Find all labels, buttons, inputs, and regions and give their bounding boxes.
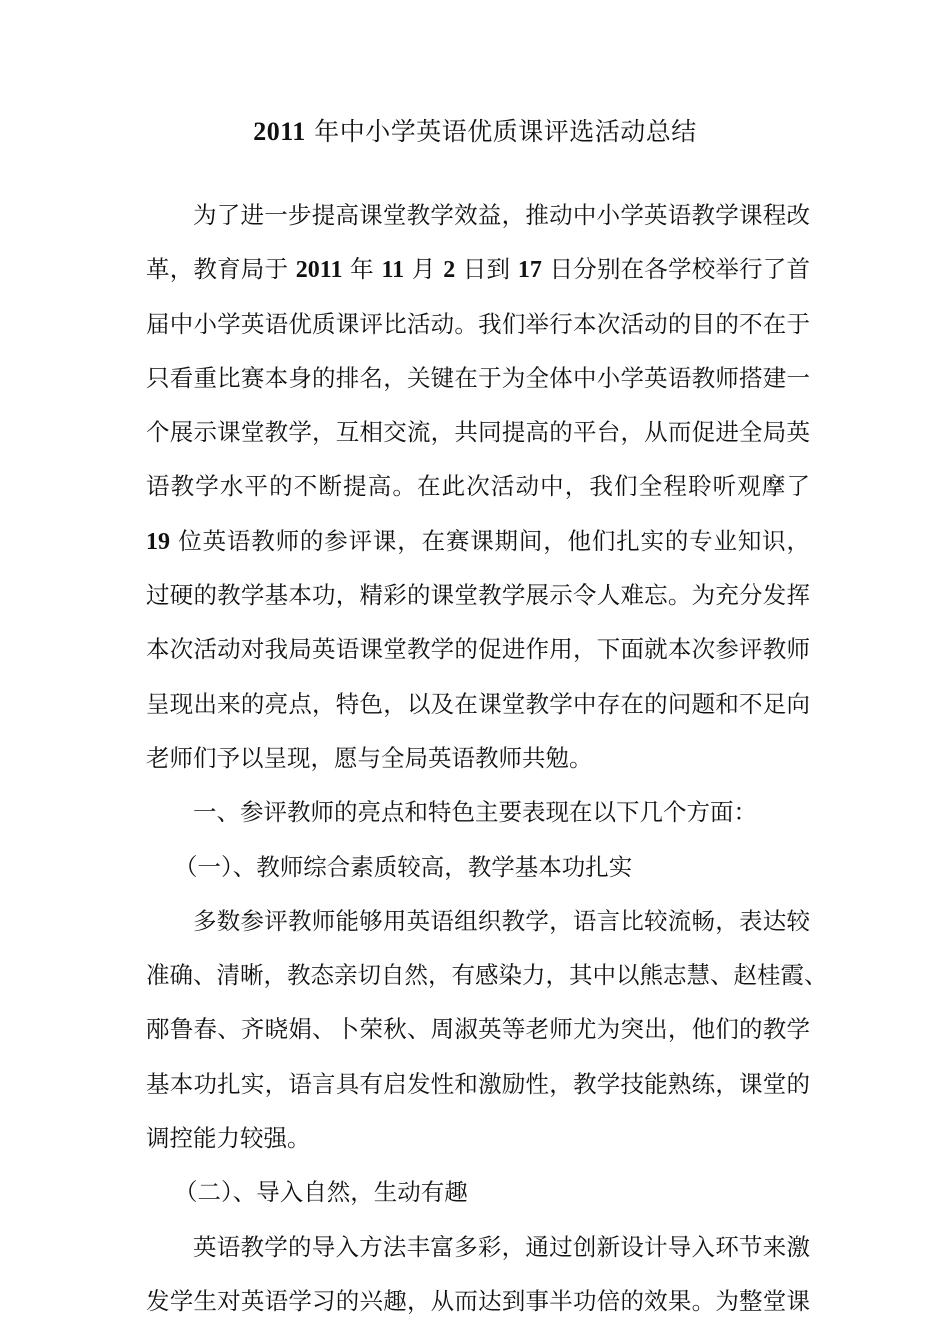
paragraph-line: 基本功扎实，语言具有启发性和激励性，教学技能熟练，课堂的 (146, 1069, 810, 1098)
text-run: 年 (342, 255, 382, 284)
paragraph-line: 邴鲁春、齐晓娟、卜荣秋、周淑英等老师尤为突出，他们的教学 (146, 1015, 810, 1044)
paragraph-line: 呈现出来的亮点，特色，以及在课堂教学中存在的问题和不足向 (146, 689, 810, 718)
paragraph-line: 调控能力较强。 (146, 1124, 311, 1153)
text-run: 日到 (455, 255, 518, 284)
text-run: 革，教育局于 (146, 255, 296, 284)
document-body (146, 188, 828, 1328)
year-number: 2011 (295, 257, 343, 284)
teacher-count: 19 (146, 528, 170, 555)
paragraph-line: 老师们予以呈现，愿与全局英语教师共勉。 (146, 743, 593, 772)
paragraph-line: 届中小学英语优质课评比活动。我们举行本次活动的目的不在于 (146, 309, 810, 338)
text-run: 日分别在各学校举行了首 (541, 255, 810, 284)
text-run: 位英语教师的参评课，在赛课期间，他们扎实的专业知识， (170, 526, 810, 555)
paragraph-line: 准确、清晰，教态亲切自然，有感染力，其中以熊志慧、赵桂霞、 (146, 961, 828, 990)
day-number: 2 (443, 257, 456, 284)
section-heading: 一、参评教师的亮点和特色主要表现在以下几个方面： (193, 798, 757, 827)
paragraph-line: 多数参评教师能够用英语组织教学，语言比较流畅，表达较 (193, 906, 810, 935)
title-text: 年中小学英语优质课评选活动总结 (314, 117, 697, 146)
paragraph-line: 英语教学的导入方法丰富多彩，通过创新设计导入环节来激 (193, 1232, 810, 1261)
month-number: 11 (381, 257, 405, 284)
subsection-heading: （一）、教师综合素质较高，教学基本功扎实 (174, 852, 633, 881)
title-year: 2011 (253, 117, 306, 146)
text-run: 月 (404, 255, 444, 284)
paragraph-line (146, 514, 810, 568)
document-title (0, 112, 950, 152)
paragraph-line (146, 242, 810, 296)
paragraph-line: 过硬的教学基本功，精彩的课堂教学展示令人难忘。为充分发挥 (146, 581, 810, 610)
paragraph-line: 本次活动对我局英语课堂教学的促进作用，下面就本次参评教师 (146, 635, 810, 664)
paragraph-line: 语教学水平的不断提高。在此次活动中，我们全程聆听观摩了 (146, 472, 810, 501)
paragraph-line: 个展示课堂教学，互相交流，共同提高的平台，从而促进全局英 (146, 418, 810, 447)
day-number: 17 (517, 257, 542, 284)
paragraph-line: 发学生对英语学习的兴趣，从而达到事半功倍的效果。为整堂课 (146, 1286, 810, 1315)
paragraph-line: 只看重比赛本身的排名，关键在于为全体中小学英语教师搭建一 (146, 363, 810, 392)
paragraph-line: 为了进一步提高课堂教学效益，推动中小学英语教学课程改 (193, 201, 810, 229)
subsection-heading: （二）、导入自然，生动有趣 (174, 1178, 468, 1207)
